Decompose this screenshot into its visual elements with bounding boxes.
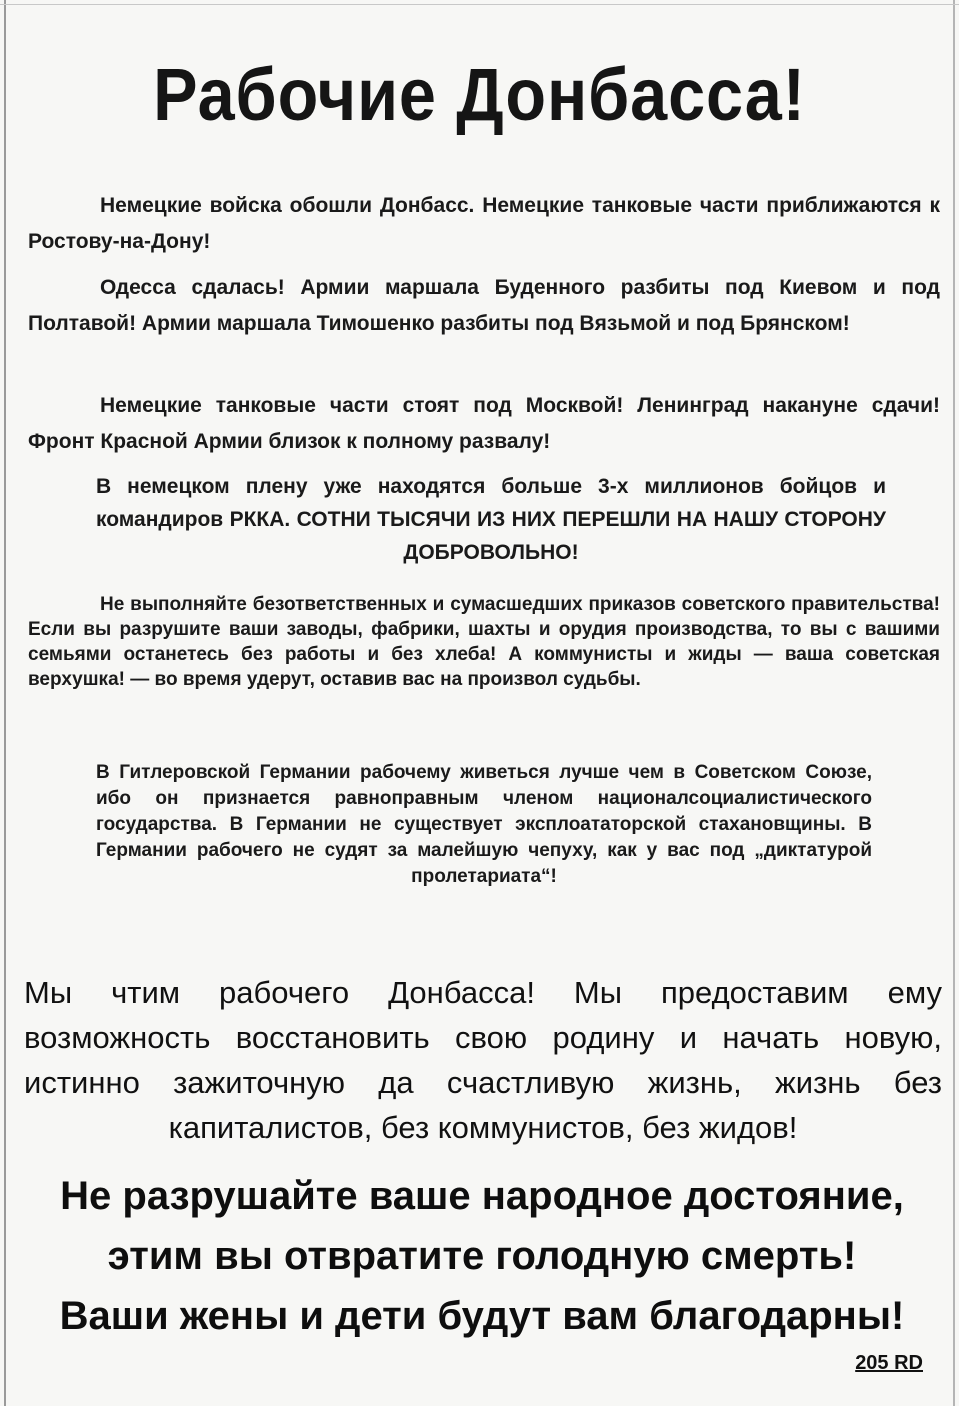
page-edge-top	[0, 4, 959, 5]
leaflet-code: 205 RD	[855, 1352, 923, 1374]
paragraph-odessa-fallen: Одесса сдалась! Армии маршала Буденного разбиты под Киевом и под Полтавой! Армии маршала Тимошенко разбиты под Вязьмой и под Брянском!	[28, 276, 940, 335]
paragraph-do-not-destroy: Не выполняйте безответственных и сумасшедших приказов советского правительства! Если вы разрушите ваши заводы, фабрики, шахты и орудия производства, то вы с вашими семьями останетесь без работы и без хлеба! А коммунисты и жиды — ваша советская верхушка! — во время удерут, оставив вас на произвол судьбы.	[28, 594, 940, 690]
paragraph-worker-life: В Гитлеровской Германии рабочему живеться лучше чем в Советском Союзе, ибо он признается равноправным членом националсоциалистического государства. В Германии не существует эксплоататорской стахановщины. В Германии рабочего не судят за малейшую чепуху, как у вас под „диктатурой пролетариата“!	[96, 762, 872, 887]
page-edge-left	[4, 0, 6, 1406]
paragraph-moscow-front: Немецкие танковые части стоят под Москвой! Ленинград накануне сдачи! Фронт Красной Армии близок к полному развалу!	[28, 394, 940, 453]
leaflet-title: Рабочие Донбасса!	[153, 53, 806, 136]
appeal-line-3: Ваши жены и дети будут вам благодарны!	[59, 1294, 905, 1338]
appeal-line-1: Не разрушайте ваше народное достояние,	[60, 1174, 904, 1218]
closing-appeal	[16, 1166, 948, 1346]
page-edge-right	[953, 0, 955, 1406]
appeal-line-2: этим вы отвратите голодную смерть!	[107, 1234, 857, 1278]
paragraph-prisoners: В немецком плену уже находятся больше 3-х миллионов бойцов и командиров РККА. СОТНИ ТЫСЯЧИ ИЗ НИХ ПЕРЕШЛИ НА НАШУ СТОРОНУ ДОБРОВОЛЬНО!	[96, 475, 886, 564]
paragraph-donbass-surrounded: Немецкие войска обошли Донбасс. Немецкие танковые части приближаются к Ростову-на-Дону!	[28, 194, 940, 253]
declaration-paragraph: Мы чтим рабочего Донбасса! Мы предоставим ему возможность восстановить свою родину и начать новую, истинно зажиточную да счастливую жизнь, жизнь без капиталистов, без коммунистов, без жидов!	[24, 975, 942, 1145]
